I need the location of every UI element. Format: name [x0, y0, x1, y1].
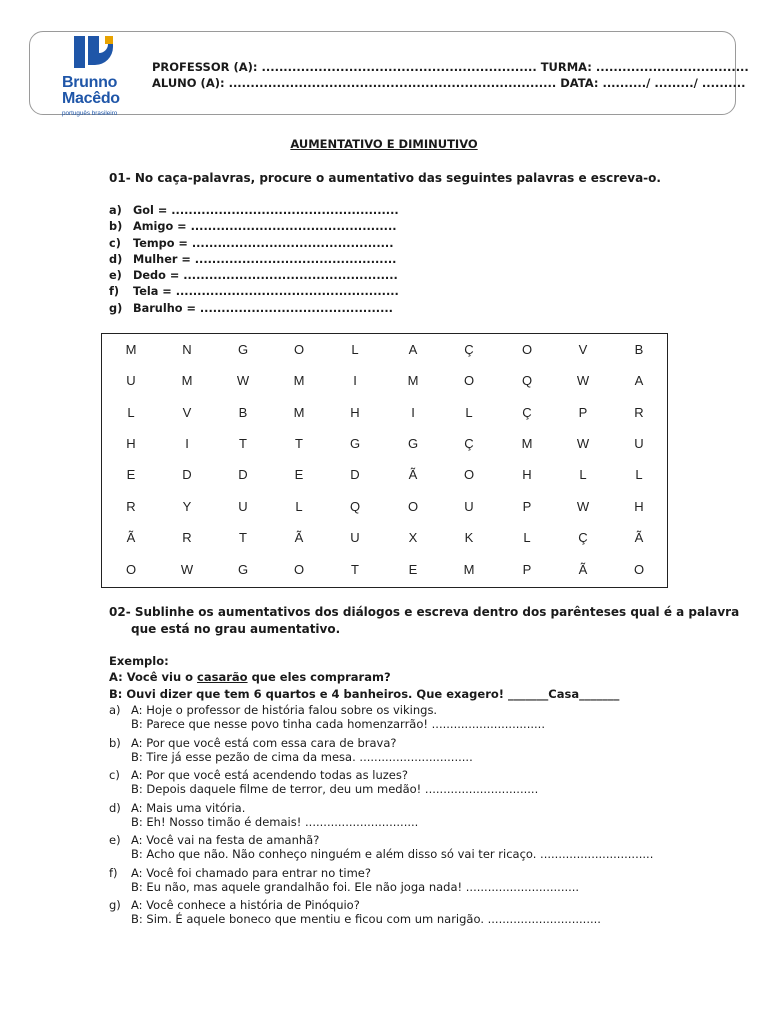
grid-cell: L [523, 530, 531, 545]
header-line-aluno: ALUNO (A): ........................................................................... DATA: ........../ ........./ .......... [152, 76, 746, 90]
grid-cell: M [407, 373, 419, 388]
grid-cell: L [635, 467, 643, 482]
grid-cell: A [634, 373, 644, 388]
grid-cell: Ã [294, 530, 304, 545]
brand-logo [58, 33, 138, 117]
grid-cell: H [634, 499, 644, 514]
grid-cell: W [576, 373, 590, 388]
grid-cell: L [465, 405, 473, 420]
grid-cell: Q [349, 499, 361, 514]
grid-cell: M [463, 562, 475, 577]
q1-item: b) Amigo = ................................................ [109, 220, 397, 234]
grid-cell: O [293, 562, 305, 577]
grid-cell: T [295, 436, 303, 451]
q2-item: d) A: Mais uma vitória. B: Eh! Nosso timão é demais! ............................... [109, 800, 419, 829]
grid-cell: O [521, 342, 533, 357]
grid-cell: Ã [408, 467, 418, 482]
grid-cell: B [634, 342, 644, 357]
q2-item: g) A: Você conhece a história de Pinóquio? B: Sim. É aquele boneco que mentiu e ficou com um narigão. ............................... [109, 898, 601, 926]
grid-cell: Ç [578, 530, 588, 545]
grid-cell: O [463, 373, 475, 388]
grid-cell: P [522, 499, 532, 514]
grid-cell: U [350, 530, 360, 545]
page-title: AUMENTATIVO E DIMINUTIVO [290, 137, 478, 151]
grid-cell: R [182, 530, 192, 545]
grid-cell: I [185, 436, 189, 451]
grid-cell: G [407, 436, 419, 451]
logo-line1: Brunno [62, 74, 118, 91]
grid-cell: R [634, 405, 644, 420]
grid-cell: O [293, 342, 305, 357]
grid-cell: U [464, 499, 474, 514]
grid-cell: W [180, 562, 194, 577]
grid-cell: N [182, 342, 192, 357]
logo-subtitle: português brasileiro [62, 110, 118, 117]
grid-cell: D [350, 467, 360, 482]
q2-item: a) A: Hoje o professor de história falou sobre os vikings. B: Parece que nesse povo tinha cada homenzarrão! ............................... [109, 703, 545, 731]
grid-cell: H [522, 467, 532, 482]
grid-cell: P [578, 405, 588, 420]
question-2-line2: que está no grau aumentativo. [131, 622, 341, 636]
q2-item: b) A: Por que você está com essa cara de brava? B: Tire já esse pezão de cima da mesa. ............................... [109, 735, 473, 764]
grid-cell: M [293, 405, 305, 420]
example-answer: _______Casa_______ [508, 687, 620, 701]
grid-cell: H [126, 436, 136, 451]
grid-cell: W [236, 373, 250, 388]
grid-cell: M [293, 373, 305, 388]
grid-cell: E [126, 467, 136, 482]
grid-cell: L [127, 405, 135, 420]
grid-cell: I [411, 405, 415, 420]
q2-item: f) A: Você foi chamado para entrar no time? B: Eu não, mas aquele grandalhão foi. Ele não joga nada! ............................... [109, 865, 580, 894]
grid-cell: Ç [464, 436, 474, 451]
q1-item: c) Tempo = ............................................... [109, 236, 394, 250]
grid-cell: U [126, 373, 136, 388]
grid-cell: M [521, 436, 533, 451]
grid-cell: U [238, 499, 248, 514]
grid-cell: K [464, 530, 474, 545]
q2-item: e) A: Você vai na festa de amanhã? B: Acho que não. Não conheço ninguém e além disso só vai ter ricaço. ............................... [109, 833, 654, 861]
q2-item-list [109, 703, 653, 931]
q1-item: f) Tela = .................................................... [109, 285, 399, 299]
grid-cell: Ã [634, 530, 644, 545]
grid-cell: X [408, 530, 418, 545]
grid-cell: E [408, 562, 418, 577]
grid-cell: A [408, 342, 418, 357]
logo-mark-icon [58, 33, 138, 73]
grid-cell: L [351, 342, 359, 357]
grid-cell: T [351, 562, 359, 577]
grid-cell: O [463, 467, 475, 482]
grid-cell: D [182, 467, 192, 482]
q1-item: d) Mulher = ............................................... [109, 252, 397, 266]
grid-cell: R [126, 499, 136, 514]
grid-cell: U [634, 436, 644, 451]
grid-cell: V [578, 342, 588, 357]
grid-cell: T [239, 436, 247, 451]
example-label: Exemplo: [109, 654, 169, 668]
example-underlined-word: casarão [197, 670, 248, 684]
grid-cell: P [522, 562, 532, 577]
q2-item: c) A: Por que você está acendendo todas as luzes? B: Depois daquele filme de terror, deu um medão! ............................... [109, 768, 539, 796]
grid-cell: M [125, 342, 137, 357]
question-1: 01- No caça-palavras, procure o aumentativo das seguintes palavras e escreva-o. [109, 171, 661, 185]
grid-cell: Ç [522, 405, 532, 420]
grid-cell: Ã [578, 562, 588, 577]
example-line-a: A: Você viu o casarão que eles compraram? [109, 670, 391, 684]
grid-cell: H [350, 405, 360, 420]
example-line-b: B: Ouvi dizer que tem 6 quartos e 4 banheiros. Que exagero! _______Casa_______ [109, 687, 620, 701]
grid-cell: T [239, 530, 247, 545]
grid-cell: G [237, 562, 249, 577]
grid-cell: V [182, 405, 192, 420]
word-search-grid [101, 333, 668, 588]
logo-line2: Macêdo [62, 90, 120, 107]
grid-cell: G [237, 342, 249, 357]
grid-cell: L [579, 467, 587, 482]
grid-cell: Ã [126, 530, 136, 545]
grid-cell: O [633, 562, 645, 577]
grid-cell: L [295, 499, 303, 514]
grid-cell: G [349, 436, 361, 451]
grid-cell: B [238, 405, 248, 420]
grid-cell: O [125, 562, 137, 577]
grid-cell: W [576, 499, 590, 514]
grid-cell: I [353, 373, 357, 388]
grid-cell: M [181, 373, 193, 388]
grid-cell: Q [521, 373, 533, 388]
q1-item-list [109, 204, 399, 318]
grid-cell: W [576, 436, 590, 451]
grid-cell: Ç [464, 342, 474, 357]
grid-cell: Y [182, 499, 192, 514]
q1-item: g) Barulho = ............................................. [109, 301, 393, 315]
grid-cell: D [238, 467, 248, 482]
q1-item: a) Gol = ..................................................... [109, 204, 399, 217]
header-line-professor: PROFESSOR (A): ............................................................... TURMA: ................................... [152, 60, 749, 74]
q1-item: e) Dedo = .................................................. [109, 269, 398, 283]
grid-cell: E [294, 467, 304, 482]
grid-cell: O [407, 499, 419, 514]
question-2-line1: 02- Sublinhe os aumentativos dos diálogos e escreva dentro dos parênteses qual é a palavra [109, 605, 740, 619]
